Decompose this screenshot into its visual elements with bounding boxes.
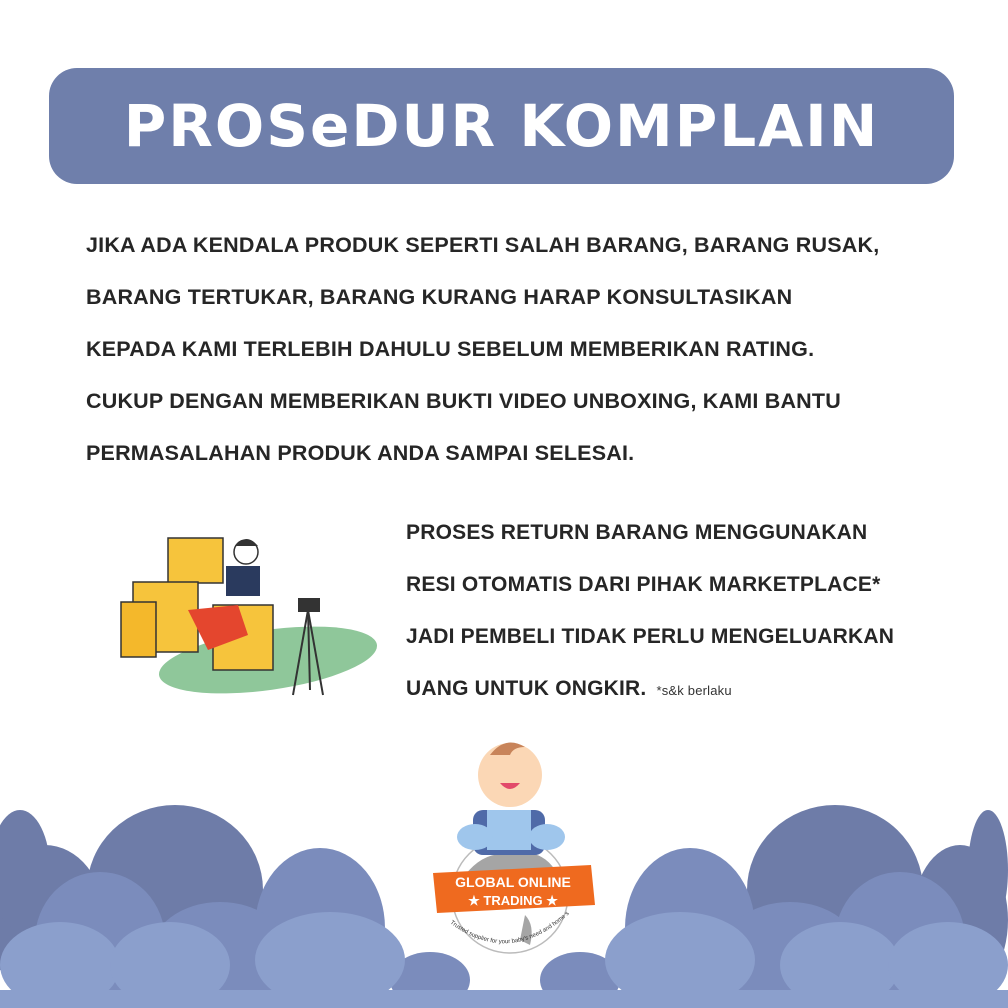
return-line [406,672,986,724]
page-title: PROSeDUR KOMPLAIN [123,92,880,160]
return-paragraph [406,516,986,724]
intro-line: BARANG TERTUKAR, BARANG KURANG HARAP KONSULTASIKAN [86,285,793,309]
return-line: JADI PEMBELI TIDAK PERLU MENGELUARKAN [406,625,895,648]
return-line-text: UANG UNTUK ONGKIR. [406,677,647,700]
logo-line2: ★ TRADING ★ [468,893,558,908]
intro-line: CUKUP DENGAN MEMBERIKAN BUKTI VIDEO UNBOXING, KAMI BANTU [86,389,841,413]
intro-line: PERMASALAHAN PRODUK ANDA SAMPAI SELESAI. [86,441,635,465]
return-line: PROSES RETURN BARANG MENGGUNAKAN [406,521,868,544]
title-banner [49,68,954,184]
return-line: RESI OTOMATIS DARI PIHAK MARKETPLACE* [406,573,881,596]
unboxing-illustration [118,530,380,705]
intro-line: KEPADA KAMI TERLEBIH DAHULU SEBELUM MEMBERIKAN RATING. [86,337,815,361]
intro-line: JIKA ADA KENDALA PRODUK SEPERTI SALAH BARANG, BARANG RUSAK, [86,233,880,257]
logo-line1: GLOBAL ONLINE [455,874,571,890]
terms-note: *s&k berlaku [656,683,732,698]
intro-paragraph [86,228,966,488]
logo-tagline: Trusted supplier for your baby's need and home s [448,910,571,946]
global-online-trading-logo [425,725,600,965]
